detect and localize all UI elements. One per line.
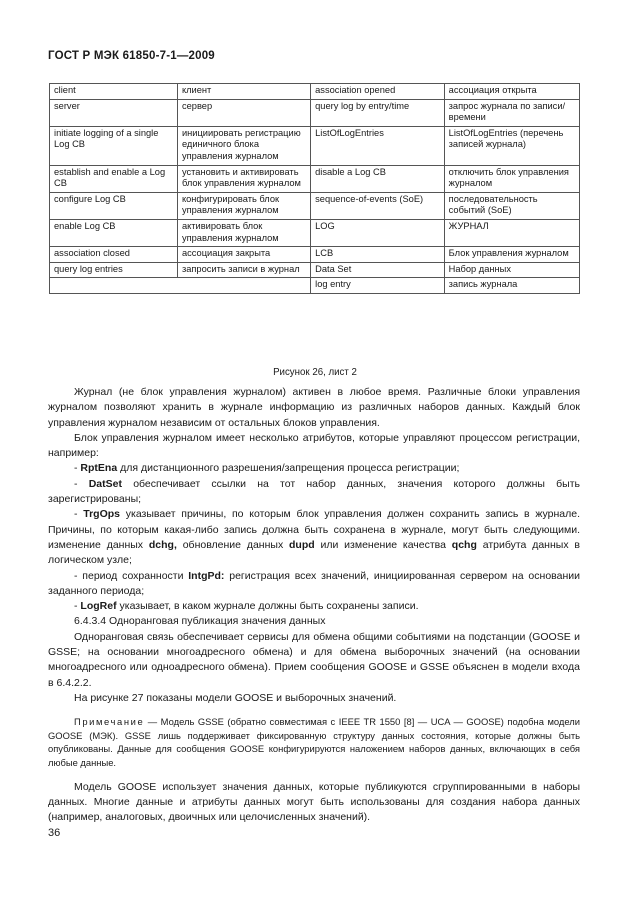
table-row	[50, 247, 580, 263]
table-row	[50, 262, 580, 278]
table-cell: initiate logging of a single Log CB	[50, 126, 178, 165]
table-cell: ЖУРНАЛ	[444, 219, 579, 246]
table-cell: клиент	[177, 84, 310, 100]
note: Примечание — Модель GSSE (обратно совместимая с IEEE TR 1550 [8] — UCA — GOOSE) подобна модели GOOSE (МЭК). GSSE лишь поддерживает фиксированную структуру данных состояния, которые должны быть опубликованы. Данные для сообщения GOOSE конфигурируются наложением наборов данных, включающих в себя любые данные.	[48, 716, 580, 769]
table-cell: Блок управления журналом	[444, 247, 579, 263]
table-cell: server	[50, 99, 178, 126]
term: DatSet	[88, 477, 122, 490]
list-item: - период сохранности IntgPd: регистрация всех значений, инициированная сервером на основании заданного периода;	[48, 569, 580, 597]
figure-caption: Рисунок 26, лист 2	[273, 367, 357, 378]
table-cell: ListOfLogEntries	[311, 126, 445, 165]
table-row	[50, 219, 580, 246]
term: dchg,	[148, 538, 177, 551]
table-cell: client	[50, 84, 178, 100]
table-cell: активировать блок управления журналом	[177, 219, 310, 246]
table-cell: enable Log CB	[50, 219, 178, 246]
table-cell: configure Log CB	[50, 192, 178, 219]
list-item: - LogRef указывает, в каком журнале должны быть сохранены записи.	[74, 600, 419, 613]
table-cell: query log entries	[50, 262, 178, 278]
table-row	[50, 192, 580, 219]
table-cell: отключить блок управления журналом	[444, 165, 579, 192]
table-cell-empty	[50, 278, 311, 294]
list-item: - RptEna для дистанционного разрешения/запрещения процесса регистрации;	[74, 462, 460, 475]
page-number: 36	[48, 827, 61, 839]
table-row	[50, 99, 580, 126]
paragraph: Журнал (не блок управления журналом) активен в любое время. Различные блоки управления журналом позволяют хранить в журнале информацию из различных наборов данных. Каждый блок управления журналом независим от остальных блоков управления.	[48, 386, 580, 429]
list-item: - TrgOps указывает причины, по которым блок управления должен сохранить запись в журнале. Причины, по которым какая-либо запись должна быть сохранена в журнале, могут быть следующими. изменение данных dchg, обновление данных dupd или изменение качества qchg атрибута данных в логическом узле;	[48, 508, 580, 567]
paragraph: На рисунке 27 показаны модели GOOSE и выборочных значений.	[74, 691, 397, 704]
table-row	[50, 84, 580, 100]
table-cell: association closed	[50, 247, 178, 263]
term: IntgPd:	[188, 569, 225, 582]
paragraph: Модель GOOSE использует значения данных, которые публикуются сгруппированными в наборы данных. Многие данные и атрибуты данных могут быть использованы для создания набора данных (например, аналоговых, двоичных или целочисленных значений).	[48, 780, 580, 824]
document-header: ГОСТ Р МЭК 61850-7-1—2009	[48, 50, 215, 62]
table-cell: query log by entry/time	[311, 99, 445, 126]
table-cell: запрос журнала по записи/времени	[444, 99, 579, 126]
table-cell: Набор данных	[444, 262, 579, 278]
table-cell: log entry	[311, 278, 445, 294]
table-cell: sequence-of-events (SoE)	[311, 192, 445, 219]
table-cell: конфигурировать блок управления журналом	[177, 192, 310, 219]
paragraph: Блок управления журналом имеет несколько атрибутов, которые управляют процессом регистрации, например:	[48, 431, 580, 460]
body-text	[48, 385, 580, 826]
table-cell: establish and enable a Log CB	[50, 165, 178, 192]
table-row	[50, 278, 580, 294]
table-row	[50, 165, 580, 192]
term: dupd	[289, 538, 315, 551]
table-cell: установить и активировать блок управления журналом	[177, 165, 310, 192]
term: qchg	[451, 538, 477, 551]
table-cell: disable a Log CB	[311, 165, 445, 192]
table-cell: ассоциация открыта	[444, 84, 579, 100]
table-cell: сервер	[177, 99, 310, 126]
table-cell: LCB	[311, 247, 445, 263]
term: TrgOps	[83, 508, 121, 521]
glossary-table	[49, 83, 580, 294]
term: LogRef	[80, 600, 117, 613]
list-item: - DatSet обеспечивает ссылки на тот набор данных, значения которого должны быть зарегистрированы;	[48, 477, 580, 506]
table-row	[50, 126, 580, 165]
note-label: Примечание	[74, 716, 145, 728]
term: RptEna	[80, 462, 118, 475]
section-heading: 6.4.3.4 Одноранговая публикация значения данных	[74, 615, 326, 628]
table-cell: association opened	[311, 84, 445, 100]
table-cell: LOG	[311, 219, 445, 246]
table-cell: Data Set	[311, 262, 445, 278]
paragraph: Одноранговая связь обеспечивает сервисы для обмена общими событиями на подстанции (GOOSE и GSSE; на основании многоадресного обмена) и для обмена выборочных значений (на основании многоадресного или одноадресного обмена). Прием сообщения GOOSE и GSSE объяснен в модели входа в 6.4.2.2.	[48, 630, 580, 689]
table-cell: запись журнала	[444, 278, 579, 294]
table-cell: ассоциация закрыта	[177, 247, 310, 263]
table-cell: инициировать регистрацию единичного блока управления журналом	[177, 126, 310, 165]
table-cell: запросить записи в журнал	[177, 262, 310, 278]
table-cell: последовательность событий (SoE)	[444, 192, 579, 219]
table-cell: ListOfLogEntries (перечень записей журнала)	[444, 126, 579, 165]
